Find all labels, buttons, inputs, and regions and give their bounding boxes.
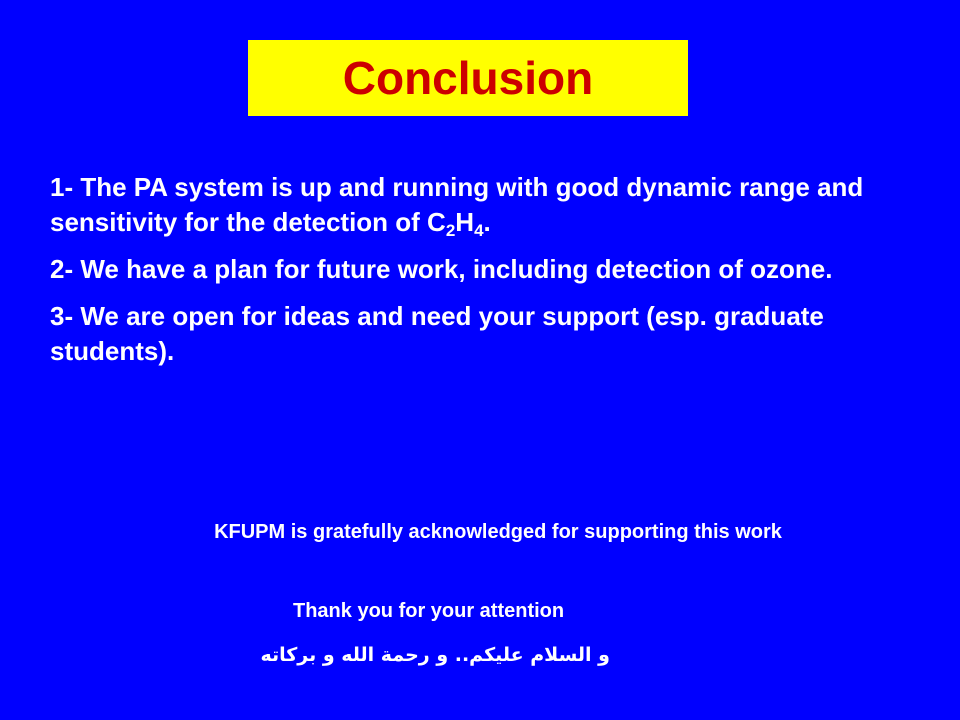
conclusion-point-3 (50, 299, 930, 369)
point-1-subscript-carbon: 2 (445, 221, 456, 240)
conclusion-point-2 (50, 252, 930, 287)
conclusion-list (50, 170, 930, 381)
conclusion-point-1 (50, 170, 930, 240)
point-1-subscript-hydrogen: 4 (474, 221, 484, 240)
title-box (248, 40, 688, 116)
slide-title: Conclusion (342, 52, 594, 104)
acknowledgement: KFUPM is gratefully acknowledged for supporting this work (214, 521, 782, 543)
thank-you-text: Thank you for your attention (293, 600, 565, 622)
point-2-text: 2- We have a plan for future work, including detection of ozone. (50, 254, 833, 284)
point-1-period: . (483, 207, 491, 237)
point-1-text: 1- The PA system is up and running with good dynamic range and sensitivity for the detection of C (50, 172, 864, 237)
arabic-greeting: و السلام عليكم.. و رحمة الله و بركاته (260, 644, 610, 666)
point-1-hydrogen: H (455, 207, 475, 237)
point-3-text: 3- We are open for ideas and need your support (esp. graduate students). (50, 301, 824, 366)
